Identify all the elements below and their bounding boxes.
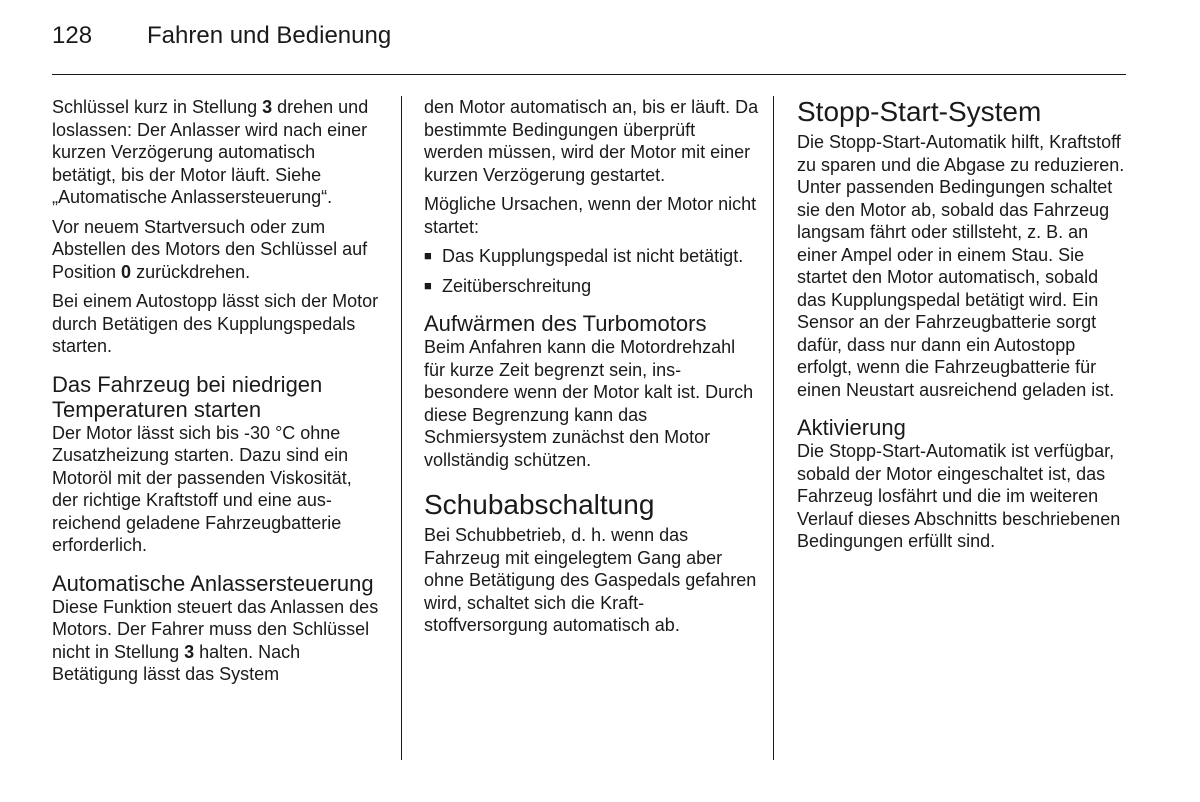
- paragraph: Die Stopp-Start-Automatik ist verfügbar, sobald der Motor eingeschaltet ist, das Fahrzeug losfährt und die im weiteren Verlauf dieses Abschnitts beschriebenen Bedingungen erfüllt sind.: [797, 441, 1121, 551]
- heading-auto-start: Automatische Anlassersteuerung: [52, 570, 374, 596]
- heading-stopp-start: Stopp-Start-System: [797, 96, 1042, 127]
- heading-low-temp: Das Fahrzeug bei niedrigen Temperaturen starten: [52, 371, 323, 422]
- page-header: [52, 22, 391, 50]
- text-span: drehen und loslassen: Der Anlasser wird nach einer kurzen Verzögerung automatisch betätigt, bis der Motor läuft. Siehe „Automatische Anlassersteuerung“.: [52, 97, 369, 207]
- column-2: [424, 96, 759, 644]
- heading-schubabschaltung: Schubabschaltung: [424, 489, 655, 520]
- paragraph: [52, 96, 382, 209]
- bullet-square-icon: ■: [424, 277, 432, 293]
- bold-position: 3: [262, 97, 273, 117]
- text-span: Vor neuem Startversuch oder zum Abstellen des Motors den Schlüssel auf Position: [52, 216, 368, 282]
- text-span: Diese Funktion steuert das Anlassen des Motors. Der Fahrer muss den Schlüssel nicht in Stellung: [52, 596, 379, 662]
- bullet-square-icon: ■: [424, 248, 432, 263]
- text-span: zurückdrehen.: [131, 261, 251, 282]
- list-item-text: Zeitüberschreitung: [442, 275, 592, 296]
- paragraph: [52, 596, 382, 686]
- heading-aktivierung: Aktivierung: [797, 415, 906, 440]
- paragraph: [52, 216, 382, 284]
- column-divider-2: [773, 96, 774, 760]
- column-divider-1: [401, 96, 402, 760]
- paragraph: Der Motor lässt sich bis -30 °C ohne Zusatzheizung starten. Dazu sind ein Motoröl mit der passenden Viskosität, der richtige Kraftstoff und eine ausreichend geladene Fahrzeugbatterie erforderlich.: [52, 422, 352, 555]
- bold-position: 0: [121, 261, 132, 282]
- paragraph: Beim Anfahren kann die Motordrehzahl für kurze Zeit begrenzt sein, insbesondere wenn der Motor kalt ist. Durch diese Begrenzung kann das Schmiersystem zunächst den Motor vollständig schützen.: [424, 337, 754, 470]
- text-span: Schlüssel kurz in Stellung: [52, 97, 263, 117]
- section-title: Fahren und Bedienung: [147, 22, 392, 49]
- text-span: halten. Nach Betätigung lässt das System: [52, 641, 301, 684]
- column-1: [52, 96, 382, 693]
- list-item: [424, 245, 759, 268]
- paragraph: den Motor automatisch an, bis er läuft. Da bestimmte Bedingungen überprüft werden müssen, wird der Motor mit einer kurzen Verzögerung gestartet.: [424, 97, 759, 185]
- page-number: 128: [52, 22, 93, 49]
- paragraph: Die Stopp-Start-Automatik hilft, Kraftstoff zu sparen und die Abgase zu reduzieren. Unter passenden Bedingungen schaltet sie den Motor ab, sobald das Fahrzeug langsam fährt oder stillsteht, z. B. an einer Ampel oder in einem Stau. Sie startet den Motor automatisch, sobald das Kupplungspedal betätigt wird. Ein Sensor an der Fahrzeugbatterie sorgt dafür, dass nur dann ein Autostopp erfolgt, wenn die Fahrzeugbatterie für einen Neustart ausreichend geladen ist.: [797, 132, 1125, 400]
- bold-position: 3: [184, 641, 195, 662]
- heading-turbo: Aufwärmen des Turbomotors: [424, 311, 707, 336]
- paragraph: Mögliche Ursachen, wenn der Motor nicht startet:: [424, 194, 757, 237]
- list-item-text: Das Kupplungspedal ist nicht betätigt.: [442, 246, 744, 266]
- column-3: [797, 96, 1127, 560]
- list-item: [424, 275, 759, 298]
- paragraph: Bei einem Autostopp lässt sich der Motor durch Betätigen des Kupplungspedals starten.: [52, 291, 379, 356]
- header-rule: [52, 74, 1126, 75]
- paragraph: Bei Schubbetrieb, d. h. wenn das Fahrzeug mit eingelegtem Gang aber ohne Betätigung des Gaspedals gefahren wird, schaltet sich die Kraftstoffversorgung automatisch ab.: [424, 525, 757, 635]
